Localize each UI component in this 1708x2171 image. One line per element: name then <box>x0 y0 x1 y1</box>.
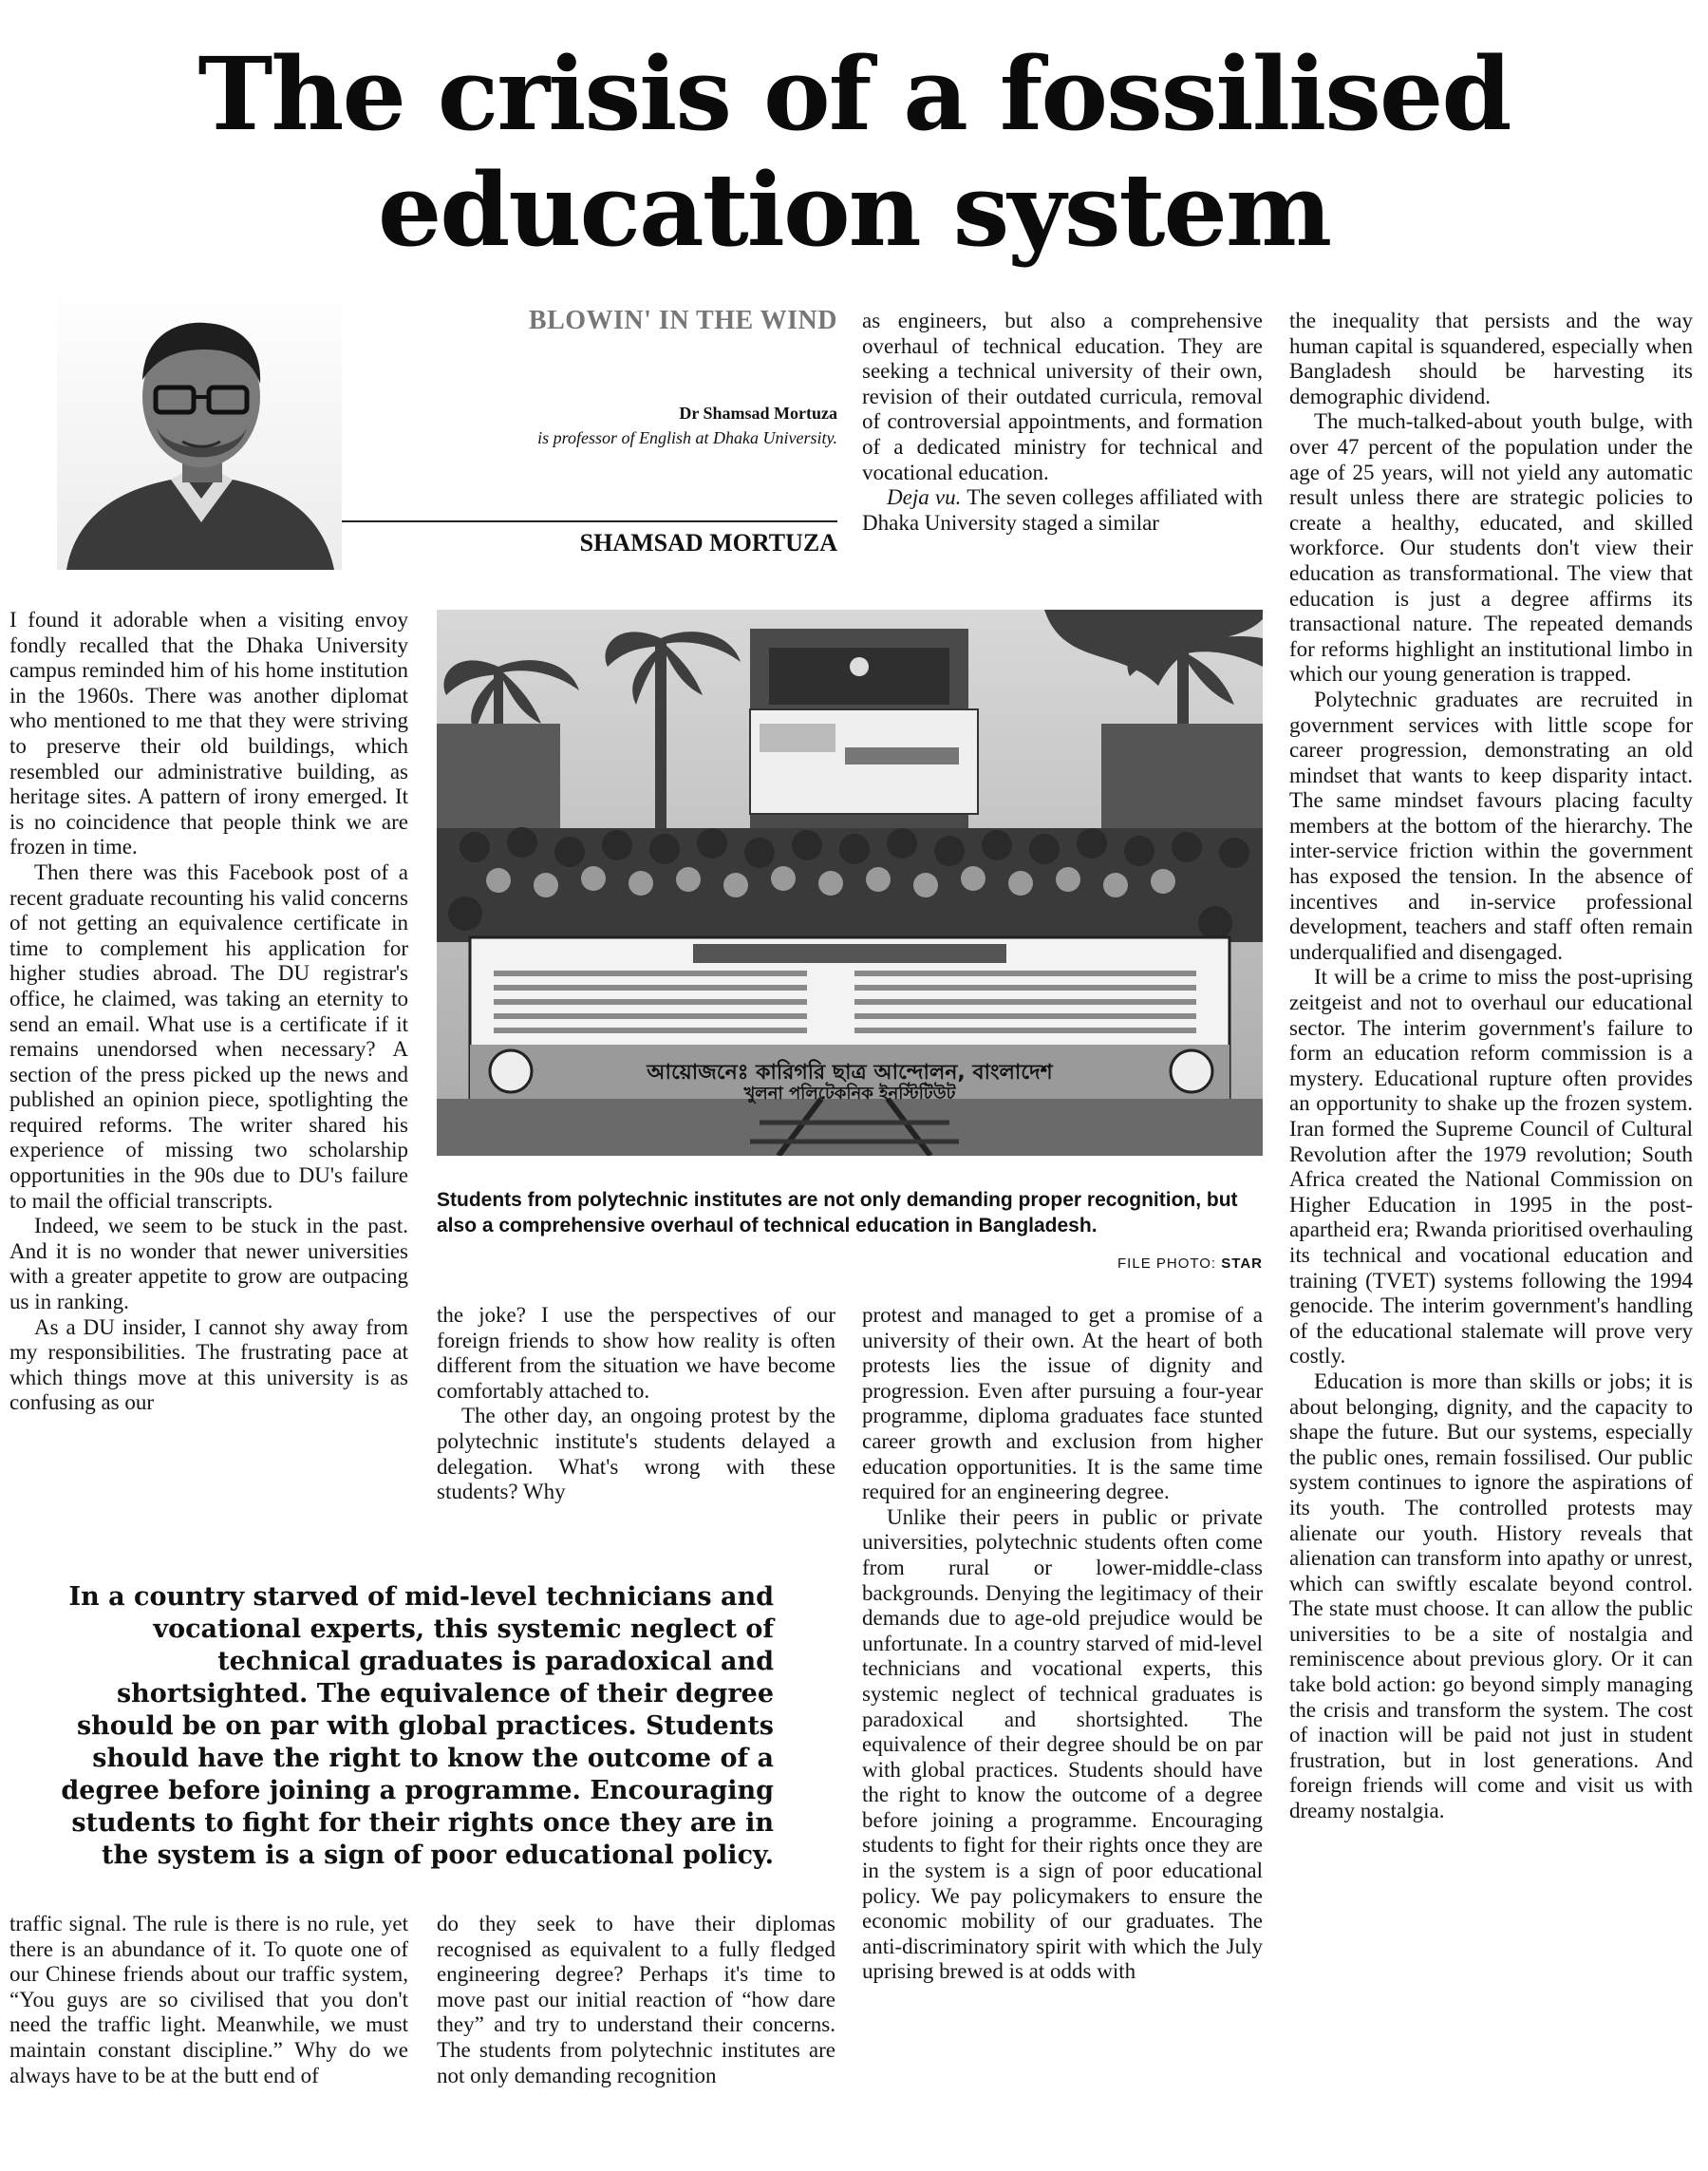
headline-line-2: education system <box>377 150 1331 269</box>
headline-line-1: The crisis of a fossilised <box>197 34 1511 153</box>
body-column-1 <box>9 608 408 1416</box>
paragraph: the joke? I use the perspectives of our foreign friends to show how reality is often different from the situation we have become comfortably attached to. <box>437 1303 835 1403</box>
paragraph <box>862 485 1263 536</box>
author-name: Dr Shamsad Mortuza <box>679 404 837 423</box>
paragraph: traffic signal. The rule is there is no rule, yet there is an abundance of it. To quote one of our Chinese friends about our traffic system, “You guys are so civilised that you don't need the traffic light. Meanwhile, we must maintain constant discipline.” Why do we always have to be at the butt end of <box>9 1912 408 2087</box>
photo-credit-label: FILE PHOTO: <box>1117 1255 1217 1272</box>
paragraph: Then there was this Facebook post of a recent graduate recounting his valid concerns of not getting an equivalence certificate in time to complement his application for higher studies abroad. The DU registrar's office, he claimed, was taking an eternity to send an email. What use is a certificate if it remains unendorsed when necessary? A section of the press picked up the news and published an opinion piece, spotlighting the required reforms. The writer shared his experience of missing two scholarship opportunities in the 90s due to DU's failure to mail the official transcripts. <box>9 859 408 1213</box>
paragraph: Unlike their peers in public or private universities, polytechnic students often come from rural or lower-middle-class backgrounds. Denying the legitimacy of their demands due to age-old prejudice would be unfortunate. In a country starved of mid-level technicians and vocational experts, this systemic neglect of technical graduates is paradoxical and shortsighted. The equivalence of their degree should be on par with global practices. Students should have the right to know the outcome of a degree before joining a programme. Encouraging students to fight for their rights once they are in the system is a sign of poor educational policy. We pay policymakers to ensure the economic mobility of our graduates. The anti-discriminatory spirit with which the July uprising brewed is at odds with <box>862 1504 1263 1984</box>
paragraph: Indeed, we seem to be stuck in the past. And it is no wonder that newer universities with a greater appetite to grow are outpacing us in ranking. <box>9 1214 408 1314</box>
paragraph: The much-talked-about youth bulge, with over 47 percent of the population under the age of 25 years, will not yield any automatic result unless there are strategic policies to create a healthy, educated, and skilled workforce. Our students don't view their education as transformational. The view that education is just a degree affirms its transactional nature. The repeated demands for reforms highlight an institutional limbo in which our young generation is trapped. <box>1289 409 1693 687</box>
column-kicker: BLOWIN' IN THE WIND <box>528 306 837 335</box>
paragraph: It will be a crime to miss the post-uprising zeitgeist and not to overhaul our educational sector. The interim government's failure to form an education reform commission is a mystery. Educational rupture often provides an opportunity to shake up the frozen system. Iran formed the Supreme Council of Cultural Revolution after the 1979 revolution; South Africa created the National Commission on Higher Education in 1995 in the post-apartheid era; Rwanda prioritised overhauling its technical and vocational education and training (TVET) systems following the 1994 genocide. The interim government's handling of the educational stalemate will prove very costly. <box>1289 965 1693 1369</box>
banner-text: আয়োজনেঃ কারিগরি ছাত্র আন্দোলন, বাংলাদেশ <box>647 1061 1053 1085</box>
body-column-3-bottom <box>862 1303 1263 1985</box>
author-description: is professor of English at Dhaka University. <box>537 428 837 447</box>
paragraph: The other day, an ongoing protest by the polytechnic institute's students delayed a delegation. What's wrong with these students? Why <box>437 1404 835 1504</box>
body-column-2-bottom <box>437 1912 835 2088</box>
photo-credit <box>949 1255 1263 1272</box>
paragraph: As a DU insider, I cannot shy away from my responsibilities. The frustrating pace at which things move at this university is as confusing as our <box>9 1314 408 1415</box>
body-column-3-top <box>862 309 1263 536</box>
byline: SHAMSAD MORTUZA <box>579 529 837 557</box>
paragraph: do they seek to have their diplomas recognised as equivalent to a fully fledged engineering degree? Perhaps it's time to move past our initial reaction of “how dare they” and try to understand their concerns. The students from polytechnic institutes are not only demanding recognition <box>437 1912 835 2087</box>
body-column-1-bottom <box>9 1912 408 2088</box>
pull-quote: In a country starved of mid-level technicians and vocational experts, this systemic neglect of technical graduates is paradoxical and shortsighted. The equivalence of their degree should be on par with global practices. Students should have the right to know the outcome of a degree before joining a programme. Encouraging students to fight for their rights once they are in the system is a sign of poor educational policy. <box>61 1582 774 1870</box>
paragraph: Education is more than skills or jobs; it is about belonging, dignity, and the capacity to shape the future. But our systems, especially the public ones, remain fossilised. Our public system continues to ignore the aspirations of its youth. The controlled protests may alienate our youth. History reveals that alienation can transform into apathy or unrest, which can swiftly escalate beyond control. The state must choose. It can allow the public universities to be a site of nostalgia and reminiscence about previous glory. Or it can take bold action: go beyond simply managing the crisis and transform the system. The cost of inaction will be paid not just in student frustration, but in lost generations. And foreign friends will come and visit us with dreamy nostalgia. <box>1289 1369 1693 1823</box>
byline-divider <box>342 520 837 522</box>
paragraph-text: The seven colleges affiliated with Dhaka University staged a similar <box>862 485 1264 535</box>
photo-caption: Students from polytechnic institutes are not only demanding proper recognition, but also a comprehensive overhaul of technical education in Bangladesh. <box>437 1189 1238 1237</box>
author-portrait <box>57 285 342 570</box>
photo-credit-source: STAR <box>1221 1255 1263 1272</box>
protest-photo <box>437 610 1263 1156</box>
headline <box>0 36 1708 268</box>
banner-subtext: খুলনা পলিটেকনিক ইনস্টিটিউট <box>743 1084 956 1104</box>
paragraph: protest and managed to get a promise of a university of their own. At the heart of both protests lies the issue of dignity and progression. Even after pursuing a four-year programme, diploma graduates face stunted career growth and exclusion from higher education opportunities. It is the same time required for an engineering degree. <box>862 1303 1263 1504</box>
body-column-2 <box>437 1303 835 1505</box>
paragraph: as engineers, but also a comprehensive overhaul of technical education. They are seeking a technical university of their own, revision of their outdated curricula, removal of controversial appointments, and formation of a dedicated ministry for technical and vocational education. <box>862 309 1263 484</box>
deja-vu-emphasis: Deja vu. <box>887 485 962 510</box>
paragraph: I found it adorable when a visiting envoy fondly recalled that the Dhaka University campus reminded him of his home institution in the 1960s. There was another diplomat who mentioned to me that they were striving to preserve their old buildings, which resembled our administrative building, as heritage sites. A pattern of irony emerged. It is no coincidence that people think we are frozen in time. <box>9 608 408 859</box>
paragraph: Polytechnic graduates are recruited in government services with little scope for career progression, demonstrating an old mindset that wants to keep disparity intact. The same mindset favours placing faculty members at the bottom of the hierarchy. The inter-service friction within the government has exposed the tension. In the absence of incentives and in-service professional development, teachers and staff often remain underqualified and disengaged. <box>1289 687 1693 964</box>
paragraph: the inequality that persists and the way human capital is squandered, especially when Bangladesh should be harvesting its demographic dividend. <box>1289 309 1693 408</box>
body-column-4 <box>1289 309 1693 1824</box>
